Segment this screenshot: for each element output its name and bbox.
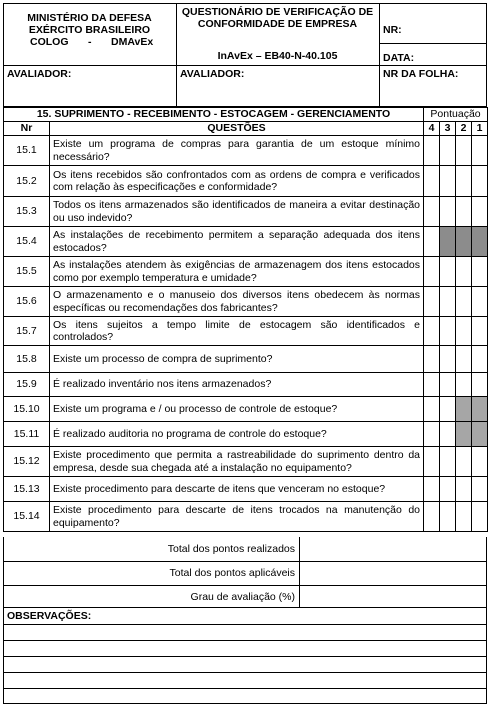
total-applicable-field[interactable]	[300, 538, 487, 561]
score-cell[interactable]	[472, 502, 488, 532]
questions-table	[3, 107, 488, 532]
score-cell[interactable]	[472, 287, 488, 317]
score-cell[interactable]	[456, 166, 472, 197]
score-cell[interactable]	[424, 346, 440, 373]
question-text: Existe procedimento para descarte de itens que venceram no estoque?	[50, 477, 424, 502]
score-cell[interactable]	[472, 477, 488, 502]
table-row	[4, 197, 488, 227]
score-cell-disabled	[456, 422, 472, 447]
score-cell[interactable]	[440, 397, 456, 422]
form-title: QUESTIONÁRIO DE VERIFICAÇÃO DE CONFORMIDADE DE EMPRESA	[181, 6, 374, 30]
question-number: 15.4	[4, 227, 50, 257]
table-row	[4, 317, 488, 346]
score-cell[interactable]	[456, 257, 472, 287]
score-col-2: 2	[456, 122, 472, 136]
section-title: 15. SUPRIMENTO - RECEBIMENTO - ESTOCAGEM - GERENCIAMENTO	[4, 108, 424, 122]
table-row	[4, 287, 488, 317]
score-cell[interactable]	[456, 317, 472, 346]
table-row	[4, 136, 488, 166]
score-cell[interactable]	[424, 447, 440, 477]
score-cell[interactable]	[440, 317, 456, 346]
score-cell[interactable]	[424, 166, 440, 197]
score-cell[interactable]	[440, 287, 456, 317]
table-row	[4, 346, 488, 373]
score-cell[interactable]	[424, 477, 440, 502]
date-field-label: DATA:	[383, 52, 415, 64]
score-cell[interactable]	[456, 197, 472, 227]
score-cell-disabled	[472, 397, 488, 422]
col-nr-header: Nr	[4, 122, 50, 136]
table-row	[4, 477, 488, 502]
question-text: É realizado auditoria no programa de controle do estoque?	[50, 422, 424, 447]
question-text: O armazenamento e o manuseio dos diversos itens obedecem às normas específicas ou recomendações dos fabricantes?	[50, 287, 424, 317]
score-cell[interactable]	[456, 447, 472, 477]
org-block	[3, 12, 176, 48]
question-text: Existe procedimento para descarte de itens trocados na manutenção do equipamento?	[50, 502, 424, 532]
question-number: 15.11	[4, 422, 50, 447]
table-row	[4, 422, 488, 447]
table-row	[4, 373, 488, 397]
question-number: 15.14	[4, 502, 50, 532]
score-cell-disabled	[456, 227, 472, 257]
question-text: Os itens recebidos são confrontados com as ordens de compra e verificados com relação às especificações e conformidade?	[50, 166, 424, 197]
question-text: Todos os itens armazenados são identificados de maneira a evitar destinação ou uso indevido?	[50, 197, 424, 227]
score-cell[interactable]	[472, 257, 488, 287]
score-cell[interactable]	[472, 136, 488, 166]
org-dash: -	[88, 36, 92, 48]
score-cell[interactable]	[440, 447, 456, 477]
org-army: EXÉRCITO BRASILEIRO	[28, 24, 151, 36]
question-text: É realizado inventário nos itens armazenados?	[50, 373, 424, 397]
table-row	[4, 227, 488, 257]
question-number: 15.13	[4, 477, 50, 502]
score-col-1: 1	[472, 122, 488, 136]
table-row	[4, 397, 488, 422]
question-number: 15.1	[4, 136, 50, 166]
score-cell[interactable]	[456, 346, 472, 373]
score-cell[interactable]	[440, 197, 456, 227]
score-cell[interactable]	[456, 287, 472, 317]
question-number: 15.12	[4, 447, 50, 477]
col-questions-header: QUESTÕES	[50, 122, 424, 136]
question-number: 15.5	[4, 257, 50, 287]
score-cell-disabled	[456, 397, 472, 422]
question-number: 15.3	[4, 197, 50, 227]
score-cell[interactable]	[424, 502, 440, 532]
score-cell[interactable]	[456, 477, 472, 502]
score-cell[interactable]	[424, 317, 440, 346]
form-code: InAvEx – EB40-N-40.105	[217, 50, 338, 62]
question-text: Existe um programa e / ou processo de controle de estoque?	[50, 397, 424, 422]
score-cell[interactable]	[456, 373, 472, 397]
score-cell-disabled	[472, 422, 488, 447]
total-realized-label: Total dos pontos realizados	[167, 543, 295, 555]
nr-field-label: NR:	[383, 24, 402, 36]
score-cell[interactable]	[440, 136, 456, 166]
question-text: As instalações atendem às exigências de armazenagem dos itens estocados como por exemplo temperatura e umidade?	[50, 257, 424, 287]
score-cell[interactable]	[424, 197, 440, 227]
total-applicable-label: Total dos pontos aplicáveis	[169, 567, 295, 579]
org-colog: COLOG	[30, 36, 69, 48]
table-row	[4, 447, 488, 477]
score-cell[interactable]	[424, 373, 440, 397]
observations-label: OBSERVAÇÕES:	[7, 610, 92, 622]
score-cell[interactable]	[472, 346, 488, 373]
table-row	[4, 166, 488, 197]
question-text: As instalações de recebimento permitem a separação adequada dos itens estocados?	[50, 227, 424, 257]
evaluator-2-label: AVALIADOR:	[180, 68, 245, 80]
grade-label: Grau de avaliação (%)	[190, 591, 295, 603]
score-cell[interactable]	[424, 136, 440, 166]
question-text: Existe procedimento que permita a rastreabilidade do suprimento dentro da empresa, desde sua chegada até a instalação no equipamento?	[50, 447, 424, 477]
score-cell[interactable]	[472, 317, 488, 346]
score-cell[interactable]	[456, 136, 472, 166]
score-cell[interactable]	[472, 447, 488, 477]
score-cell[interactable]	[424, 287, 440, 317]
score-cell[interactable]	[472, 166, 488, 197]
table-row	[4, 257, 488, 287]
score-cell[interactable]	[440, 257, 456, 287]
org-dmavex: DMAvEx	[111, 36, 154, 48]
score-cell[interactable]	[440, 422, 456, 447]
question-text: Existe um programa de compras para garantia de um estoque mínimo necessário?	[50, 136, 424, 166]
score-cell[interactable]	[440, 166, 456, 197]
score-col-3: 3	[440, 122, 456, 136]
score-title: Pontuação	[424, 108, 488, 122]
score-cell[interactable]	[440, 373, 456, 397]
table-row	[4, 502, 488, 532]
score-cell[interactable]	[472, 197, 488, 227]
question-text: Existe um processo de compra de suprimento?	[50, 346, 424, 373]
question-text: Os itens sujeitos a tempo limite de estocagem são identificados e controlados?	[50, 317, 424, 346]
score-cell-disabled	[472, 227, 488, 257]
score-cell[interactable]	[440, 346, 456, 373]
question-number: 15.7	[4, 317, 50, 346]
evaluator-1-label: AVALIADOR:	[7, 68, 72, 80]
score-cell[interactable]	[440, 477, 456, 502]
question-number: 15.2	[4, 166, 50, 197]
question-number: 15.10	[4, 397, 50, 422]
score-cell[interactable]	[440, 502, 456, 532]
score-cell[interactable]	[424, 257, 440, 287]
score-cell[interactable]	[424, 422, 440, 447]
question-number: 15.6	[4, 287, 50, 317]
sheet-number-label: NR DA FOLHA:	[383, 68, 459, 80]
question-number: 15.9	[4, 373, 50, 397]
score-cell[interactable]	[424, 227, 440, 257]
score-col-4: 4	[424, 122, 440, 136]
score-cell[interactable]	[472, 373, 488, 397]
score-cell-disabled	[440, 227, 456, 257]
score-cell[interactable]	[456, 502, 472, 532]
score-cell[interactable]	[424, 397, 440, 422]
question-number: 15.8	[4, 346, 50, 373]
org-ministry: MINISTÉRIO DA DEFESA	[27, 12, 152, 24]
